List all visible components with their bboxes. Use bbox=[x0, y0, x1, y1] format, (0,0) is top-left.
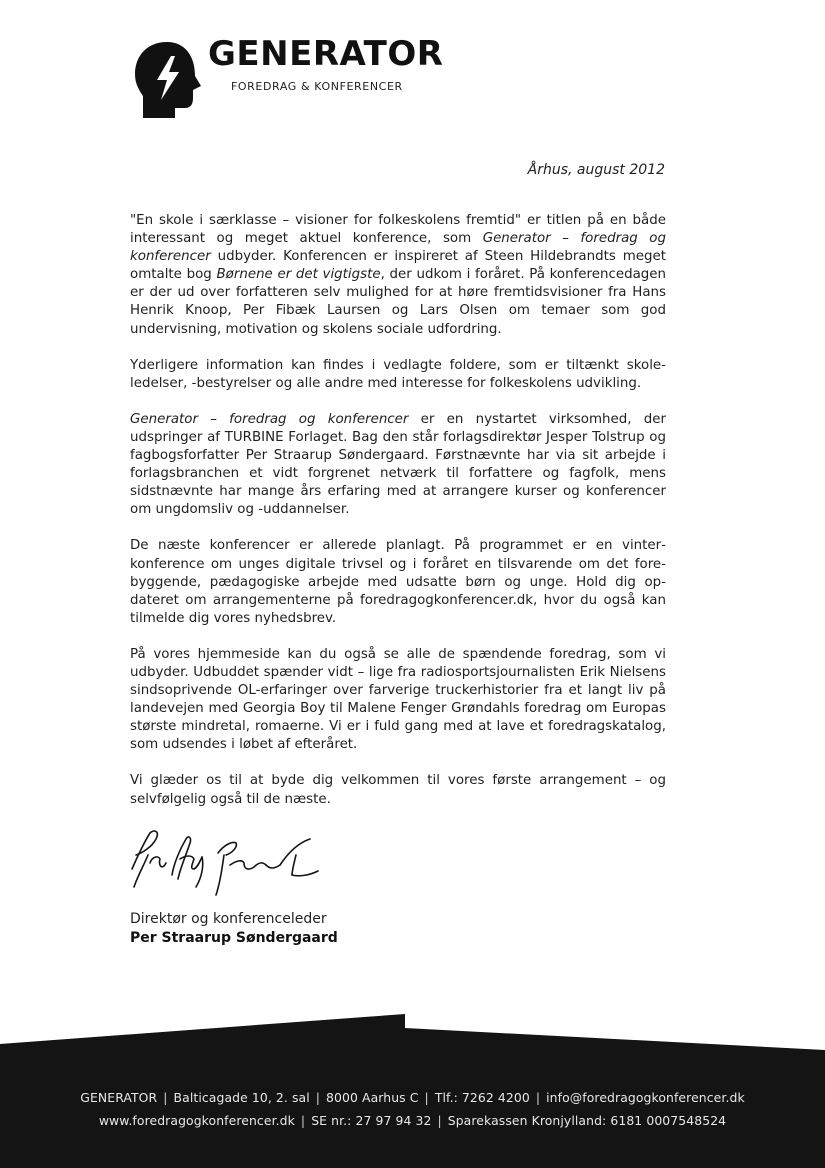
paragraph-1-text-a: "En skole i særklasse – visioner for folkeskolens fremtid" er titlen på en både interessant og meget aktuel konference, som bbox=[130, 213, 666, 247]
footer-separator: | bbox=[424, 1090, 429, 1105]
footer-registration-line bbox=[0, 1113, 825, 1128]
footer-address: Balticagade 10, 2. sal bbox=[173, 1090, 310, 1105]
paragraph-1 bbox=[130, 212, 666, 339]
letter-body bbox=[130, 212, 666, 827]
paragraph-6: Vi glæder os til at byde dig velkommen til vores første arrangement – og selvfølgelig også til de næste. bbox=[130, 773, 666, 807]
paragraph-4: De næste konferencer er allerede planlagt. På programmet er en vinterkonference om unges digitale trivsel og i foråret en tilsvarende om det forebyggende, pædagogiske arbejde med udsatte børn og unge. Hold dig opdateret om arrangementerne på foredragogkonferencer.dk, hvor du også kan tilmelde dig vores nyhedsbrev. bbox=[130, 538, 666, 626]
paragraph-1-text-c: udbyder. Konferencen er inspireret af Steen Hildebrandts meget omtalte bog bbox=[130, 249, 666, 283]
footer-separator: | bbox=[300, 1113, 306, 1128]
paragraph-3 bbox=[130, 411, 666, 520]
paragraph-3-company-name: Generator – foredrag og konferencer bbox=[130, 411, 409, 427]
paragraph-5: På vores hjemmeside kan du også se alle de spændende foredrag, som vi udbyder. Udbuddet spænder vidt – lige fra radiosportsjournalisten Erik Nielsens sindsoprivende OL-erfaringer over farverige truckerhistorier fra et langt liv på landevejen med Georgia Boy til Malene Fenger Grøndahls foredrag om Europas største mindretal, romaerne. Vi er i fuld gang med at lave et foredragskatalog, som udsendes i løbet af efteråret. bbox=[130, 646, 666, 753]
footer-company: GENERATOR bbox=[80, 1090, 158, 1105]
brand-subtitle: FOREDRAG & KONFERENCER bbox=[231, 80, 403, 93]
head-lightning-icon bbox=[131, 40, 206, 120]
footer-city: 8000 Aarhus C bbox=[326, 1090, 419, 1105]
paragraph-1-book-title: Børnene er det vigtigste bbox=[216, 267, 381, 283]
paragraph-2: Yderligere information kan findes i vedlagte foldere, som er tiltænkt skoleledelser, -bestyrelser og alle andre med interesse for folkeskolens udvikling. bbox=[130, 357, 666, 391]
paragraph-1-text-e: , der udkom i foråret. På konferencedagen er der ud over forfatteren selv mulighed for at høre fremtidsvisioner fra Hans Henrik Knoop, Per Fibæk Laursen og Lars Olsen om temaer som god undervisning, motivation og skolens sociale udfordring. bbox=[130, 267, 667, 337]
footer-email: info@foredragogkonferencer.dk bbox=[546, 1090, 745, 1105]
letter-date: Århus, august 2012 bbox=[527, 162, 665, 178]
footer-contact-line bbox=[0, 1090, 825, 1105]
footer-band bbox=[0, 1010, 825, 1168]
footer-website: www.foredragogkonferencer.dk bbox=[98, 1113, 295, 1128]
footer-separator: | bbox=[437, 1113, 442, 1128]
footer-phone: Tlf.: 7262 4200 bbox=[434, 1090, 530, 1105]
footer-separator: | bbox=[163, 1090, 168, 1105]
signatory-title: Direktør og konferenceleder bbox=[130, 911, 327, 927]
paragraph-3-text: er en nystartet virksomhed, der udspringer af TURBINE Forlaget. Bag den står forlagsdirektør Jesper Tolstrup og fagbogsforfatter Per Straarup Søndergaard. Førstnævnte har via sit arbejde i forlagsbranchen et vidt forgrenet netværk til forfattere og fagfolk, mens sidstnævnte har mange års erfaring med at arrangere kurser og konferencer om ungdomsliv og -uddannelser. bbox=[130, 411, 667, 518]
footer-se-number: SE nr.: 27 97 94 32 bbox=[311, 1113, 432, 1128]
footer-separator: | bbox=[535, 1090, 541, 1105]
handwritten-signature bbox=[120, 825, 330, 905]
footer-separator: | bbox=[315, 1090, 321, 1105]
signatory-name: Per Straarup Søndergaard bbox=[130, 930, 338, 946]
paragraph-1-company-name: Generator – foredrag og konferencer bbox=[130, 231, 666, 265]
brand-name: GENERATOR bbox=[208, 34, 444, 74]
footer-bank: Sparekassen Kronjylland: 6181 0007548524 bbox=[447, 1113, 727, 1128]
